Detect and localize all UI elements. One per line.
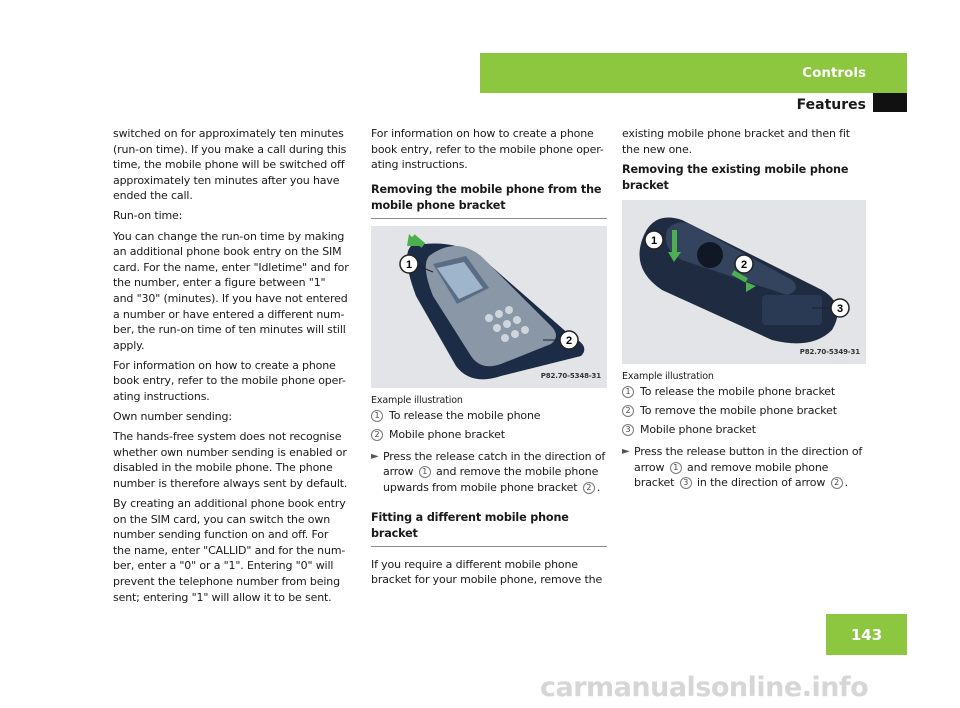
- legend-number: 1: [371, 410, 383, 422]
- col1-paragraph-1: switched on for approximately ten minutes (run-on time). If you make a call during this time, the mobile phone will be switched off approximately ten minutes after you have ended the call.: [113, 127, 347, 203]
- step-text: [383, 449, 607, 496]
- col1-paragraph-7: By creating an additional phone book entry on the SIM card, you can switch the own number sending function on and off. For the name, enter "CALLID" and for the num-ber, enter a "0" or a "1". Entering "0" will prevent the telephone number from being sent; entering "1" will allow it to be sent.: [113, 497, 346, 604]
- legend-number: 1: [622, 386, 634, 398]
- legend-item: [622, 403, 866, 419]
- page-number: 143: [826, 614, 907, 655]
- legend-item: [622, 384, 866, 400]
- figure2-callout-2: 2: [741, 258, 747, 271]
- col1-paragraph-6: The hands-free system does not recognise whether own number sending is enabled or disabled in the mobile phone. The phone number is therefore always sent by default.: [113, 430, 348, 490]
- legend-number: 2: [622, 405, 634, 417]
- col1-paragraph-3: You can change the run-on time by making an additional phone book entry on the SIM card. For the name, enter "Idletime" and for the number, enter a figure between "1" and "30" (minutes). If you have not entered a number or have entered a different num-ber, the run-on time of ten minutes will still apply.: [113, 229, 349, 352]
- legend-text: Mobile phone bracket: [640, 423, 756, 437]
- col2-paragraph-2: If you require a different mobile phone bracket for your mobile phone, remove the: [371, 557, 603, 587]
- col2-heading-fitting-bracket: Fitting a different mobile phone bracket: [371, 510, 569, 540]
- step-text-part: Press the release catch in the direction of arrow: [383, 449, 606, 479]
- col1-paragraph-4: For information on how to create a phone book entry, refer to the mobile phone oper-ating instructions.: [113, 358, 346, 403]
- figure-phone-in-bracket: [371, 226, 607, 388]
- instruction-step: [371, 449, 607, 496]
- step-ref-number: 3: [680, 477, 692, 489]
- col1-paragraph-5: Own number sending:: [113, 410, 232, 424]
- step-text-part: in the direction of arrow: [697, 476, 826, 490]
- column-3: [622, 126, 866, 495]
- step-text-part: Press the release button in the direction of arrow: [634, 445, 863, 474]
- step-ref-number: 1: [419, 466, 431, 478]
- step-ref-number: 2: [583, 482, 595, 494]
- bracket-release-illustration: [622, 200, 866, 364]
- column-2: [371, 126, 607, 592]
- watermark: carmanualsonline.info: [540, 672, 869, 703]
- legend-text: To release the mobile phone bracket: [640, 384, 836, 398]
- legend-number: 2: [371, 429, 383, 441]
- step-text: [634, 444, 866, 491]
- col2-paragraph-1: For information on how to create a phone book entry, refer to the mobile phone oper-ating instructions.: [371, 127, 604, 172]
- figure-bracket-release: [622, 200, 866, 364]
- legend-text: Mobile phone bracket: [389, 428, 505, 442]
- step-text-part: and remove the mobile phone upwards from mobile phone bracket: [383, 465, 599, 494]
- figure1-callout-1: 1: [406, 258, 412, 271]
- step-arrow-icon: ►: [371, 450, 379, 462]
- step-text-part: .: [596, 480, 601, 494]
- figure2-callout-3: 3: [837, 302, 843, 315]
- figure2-callout-1: 1: [651, 234, 657, 247]
- instruction-step: [622, 444, 866, 491]
- column-1: [113, 126, 349, 610]
- heading-rule: [371, 218, 607, 219]
- step-text-part: and remove mobile phone bracket: [634, 460, 829, 490]
- step-ref-number: 2: [831, 477, 843, 489]
- heading-rule: [371, 546, 607, 547]
- figure2-code: P82.70-5349-31: [799, 348, 860, 357]
- step-text-part: .: [844, 476, 848, 490]
- section-title: Controls: [802, 65, 866, 81]
- figure1-caption: Example illustration: [371, 394, 463, 406]
- figure1-code: P82.70-5348-31: [540, 372, 601, 381]
- col2-heading-removing-phone: Removing the mobile phone from the mobile phone bracket: [371, 182, 602, 212]
- col3-heading-removing-bracket: Removing the existing mobile phone bracket: [622, 162, 849, 192]
- col3-paragraph-1: existing mobile phone bracket and then fit the new one.: [622, 127, 850, 156]
- col1-paragraph-2: Run-on time:: [113, 209, 183, 223]
- legend-text: To release the mobile phone: [389, 408, 541, 422]
- step-arrow-icon: ►: [622, 446, 630, 458]
- legend-number: 3: [622, 424, 634, 436]
- phone-in-bracket-illustration: [371, 226, 607, 388]
- header-marker: [873, 93, 907, 112]
- step-ref-number: 1: [670, 462, 682, 474]
- figure2-caption: Example illustration: [622, 370, 714, 382]
- figure1-callout-2: 2: [566, 334, 572, 347]
- legend-item: [371, 427, 607, 443]
- subsection-title: Features: [796, 97, 866, 113]
- legend-text: To remove the mobile phone bracket: [640, 404, 837, 418]
- legend-item: [622, 422, 866, 438]
- legend-item: [371, 408, 607, 424]
